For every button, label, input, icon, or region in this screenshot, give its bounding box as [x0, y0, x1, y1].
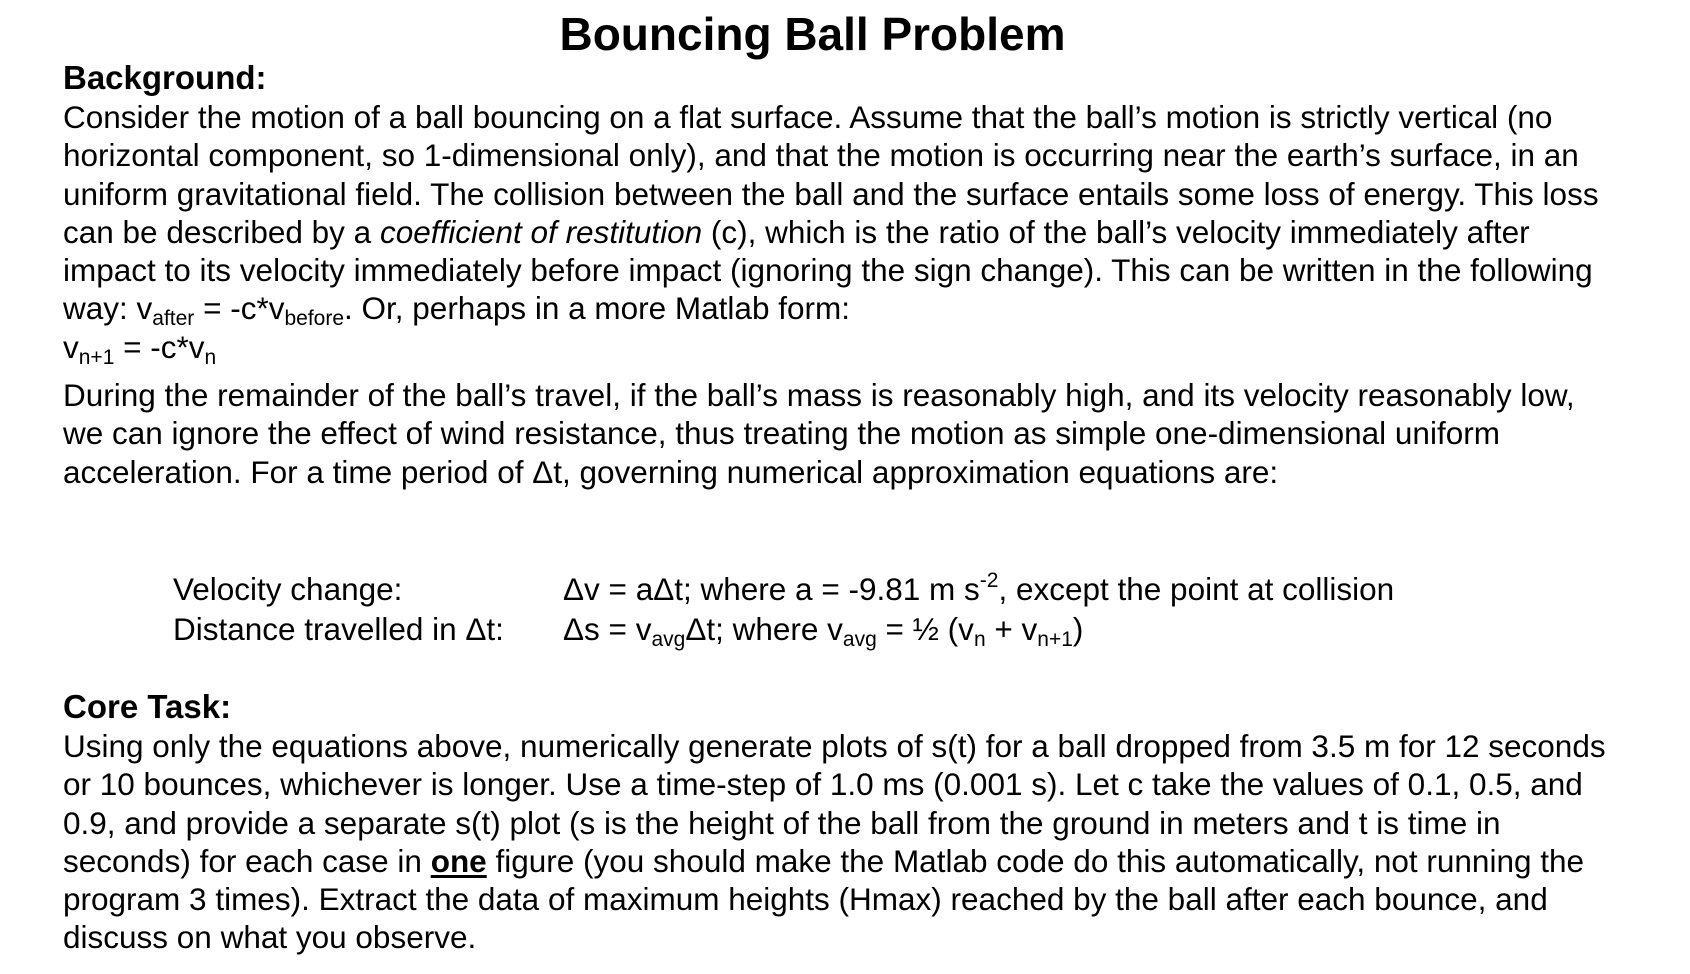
- background-paragraph-1: Consider the motion of a ball bouncing on a flat surface. Assume that the ball’s motion is strictly vertical (no horizontal component, so 1-dimensional only), and that the motion is occurring near the earth’s surface, in an uniform gravitational field. The collision between the ball and the surface entails some loss of energy. This loss can be described by a coefficient of restitution (c), which is the ratio of the ball’s velocity immediately after impact to its velocity immediately before impact (ignoring the sign change). This can be written in the following way: $v_{after} = -c*v_{before}$. Or, perhaps in a more Matlab form: $v_{n+1} = -c*v_n$: [63, 99, 1599, 369]
- page-title: Bouncing Ball Problem: [559, 8, 1066, 60]
- core-task-heading: Core Task:: [63, 688, 232, 725]
- core-task-paragraph: Using only the equations above, numerically generate plots of s(t) for a ball dropped from 3.5 m for 12 seconds or 10 bounces, whichever is longer. Use a time-step of 1.0 ms (0.001 s). Let c take the values of 0.1, 0.5, and 0.9, and provide a separate s(t) plot (s is the height of the ball from the ground in meters and t is time in seconds) for each case in one figure (you should make the Matlab code do this automatically, not running the program 3 times). Extract the data of maximum heights (Hmax) reached by the ball after each bounce, and discuss on what you observe.: [63, 728, 1606, 956]
- velocity-change-equation: Δv = aΔt; where a = -9.81 m $s^{-2}$, except the point at collision: [563, 569, 1395, 607]
- emphasis-one: one: [430, 842, 487, 879]
- core-task-section: [63, 687, 1623, 957]
- background-section: [63, 58, 1623, 369]
- coefficient-term: coefficient of restitution: [379, 213, 703, 250]
- velocity-change-label: Velocity change:: [173, 571, 403, 607]
- distance-travelled-label: Distance travelled in Δt:: [173, 611, 504, 647]
- distance-travelled-equation: $\Delta s = v_{avg}\Delta t$; where $v_{avg}$ = ½ $(v_n + v_{n+1})$: [563, 611, 1084, 651]
- background-heading: Background:: [63, 59, 267, 96]
- background-paragraph-2: During the remainder of the ball’s travel, if the ball’s mass is reasonably high, and its velocity reasonably low, we can ignore the effect of wind resistance, thus treating the motion as simple one-dimensional uniform acceleration. For a time period of Δt, governing numerical approximation equations are:: [63, 377, 1575, 490]
